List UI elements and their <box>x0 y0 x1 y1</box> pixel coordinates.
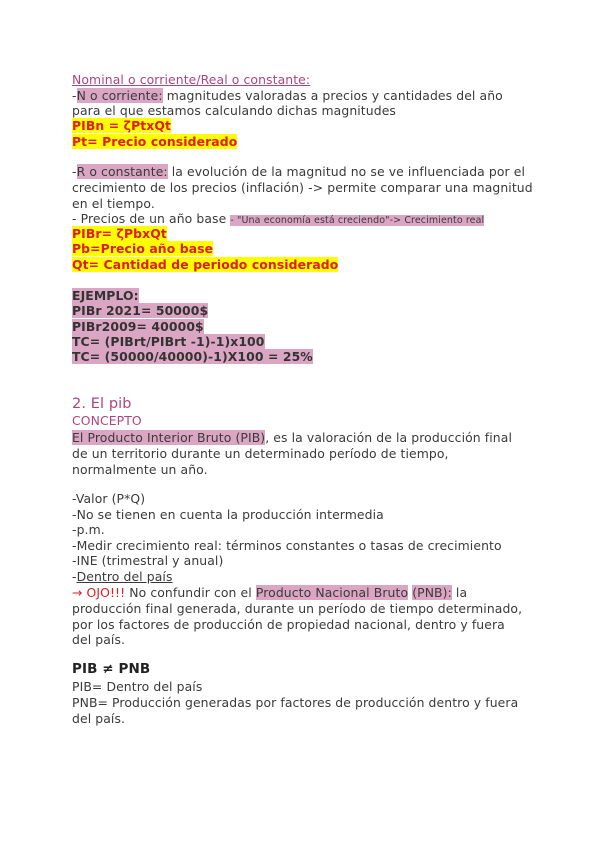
pib-term: El Producto Interior Bruto (PIB) <box>72 430 266 445</box>
bullet-item: -No se tienen en cuenta la producción intermedia <box>72 507 384 522</box>
base-price-text: - Precios de un año base <box>72 211 231 226</box>
pnb-abbr: (PNB): <box>412 585 452 600</box>
example-line-1 <box>72 303 208 319</box>
example-title-text: EJEMPLO: <box>72 288 139 303</box>
pt-text: Pt= Precio considerado <box>72 134 238 149</box>
ojo-text: No confundir con el <box>125 585 256 600</box>
nominal-formula-text: PIBn = ζPtxQt <box>72 118 172 133</box>
dash: - <box>72 569 77 584</box>
ojo-warning: → OJO!!! <box>72 585 126 600</box>
section-2-title: 2. El pib <box>72 396 132 412</box>
bullet-item: -INE (trimestral y anual) <box>72 553 224 568</box>
example-line-4 <box>72 349 313 365</box>
bullet-item: -Valor (P*Q) <box>72 491 146 506</box>
base-price-note: - "Una economía está creciendo"-> Crecimiento real <box>230 215 485 226</box>
real-definition-line-3: en el tiempo. <box>72 196 155 211</box>
pnb-definition-line-3: por los factores de producción de propiedad nacional, dentro y fuera <box>72 617 505 632</box>
pib-definition-line-3: normalmente un año. <box>72 462 208 477</box>
nominal-definition-line-2: para el que estamos calculando dichas magnitudes <box>72 103 396 118</box>
example-line-3 <box>72 334 265 350</box>
bullet-item: -Medir crecimiento real: términos constantes o tasas de crecimiento <box>72 538 502 553</box>
real-definition-line-2: crecimiento de los precios (inflación) -> permite comparar una magnitud <box>72 180 533 195</box>
example-title <box>72 288 139 304</box>
real-text: la evolución de la magnitud no se ve influenciada por el <box>167 164 526 179</box>
ojo-line <box>72 585 467 601</box>
section-heading: Nominal o corriente/Real o constante: <box>72 72 311 87</box>
nominal-definition-line <box>72 88 503 104</box>
pib-neq-pnb-title: PIB ≠ PNB <box>72 661 151 677</box>
pib-definition-line <box>72 430 512 446</box>
dentro-text: Dentro del país <box>76 569 173 584</box>
pb-definition <box>72 241 213 257</box>
pib-definition-text: , es la valoración de la producción final <box>265 430 512 445</box>
pt-definition <box>72 134 237 150</box>
pnb-after: la <box>451 585 468 600</box>
concept-subtitle: CONCEPTO <box>72 413 142 428</box>
nominal-term: N o corriente: <box>76 88 163 103</box>
nominal-formula <box>72 118 171 134</box>
dash: - <box>72 164 77 179</box>
pib-neq-line-3: del país. <box>72 711 126 726</box>
pib-neq-line-1: PIB= Dentro del país <box>72 679 203 694</box>
real-term: R o constante: <box>76 164 168 179</box>
example-line-2 <box>72 319 204 335</box>
pnb-definition-line-4: del país. <box>72 632 126 647</box>
real-formula-text: PIBr= ζPbxQt <box>72 226 167 241</box>
qt-definition <box>72 257 338 273</box>
qt-text: Qt= Cantidad de periodo considerado <box>72 257 339 272</box>
example-line-2-text: PIBr2009= 40000$ <box>72 319 204 334</box>
pib-definition-line-2: de un territorio durante un determinado período de tiempo, <box>72 446 449 461</box>
bullet-item: -p.m. <box>72 522 105 537</box>
pb-text: Pb=Precio año base <box>72 241 214 256</box>
real-formula <box>72 226 167 242</box>
example-line-1-text: PIBr 2021= 50000$ <box>72 303 209 318</box>
pnb-definition-line-2: producción final generada, durante un período de tiempo determinado, <box>72 601 523 616</box>
example-line-3-text: TC= (PIBrt/PIBrt -1)-1)x100 <box>72 334 265 349</box>
example-line-4-text: TC= (50000/40000)-1)X100 = 25% <box>72 349 313 364</box>
pnb-term: Producto Nacional Bruto <box>255 585 409 600</box>
pib-neq-line-2: PNB= Producción generadas por factores de producción dentro y fuera <box>72 695 519 710</box>
bullet-item-dentro <box>72 569 173 585</box>
dash: - <box>72 88 77 103</box>
nominal-text: magnitudes valoradas a precios y cantidades del año <box>162 88 503 103</box>
real-definition-line <box>72 164 525 180</box>
